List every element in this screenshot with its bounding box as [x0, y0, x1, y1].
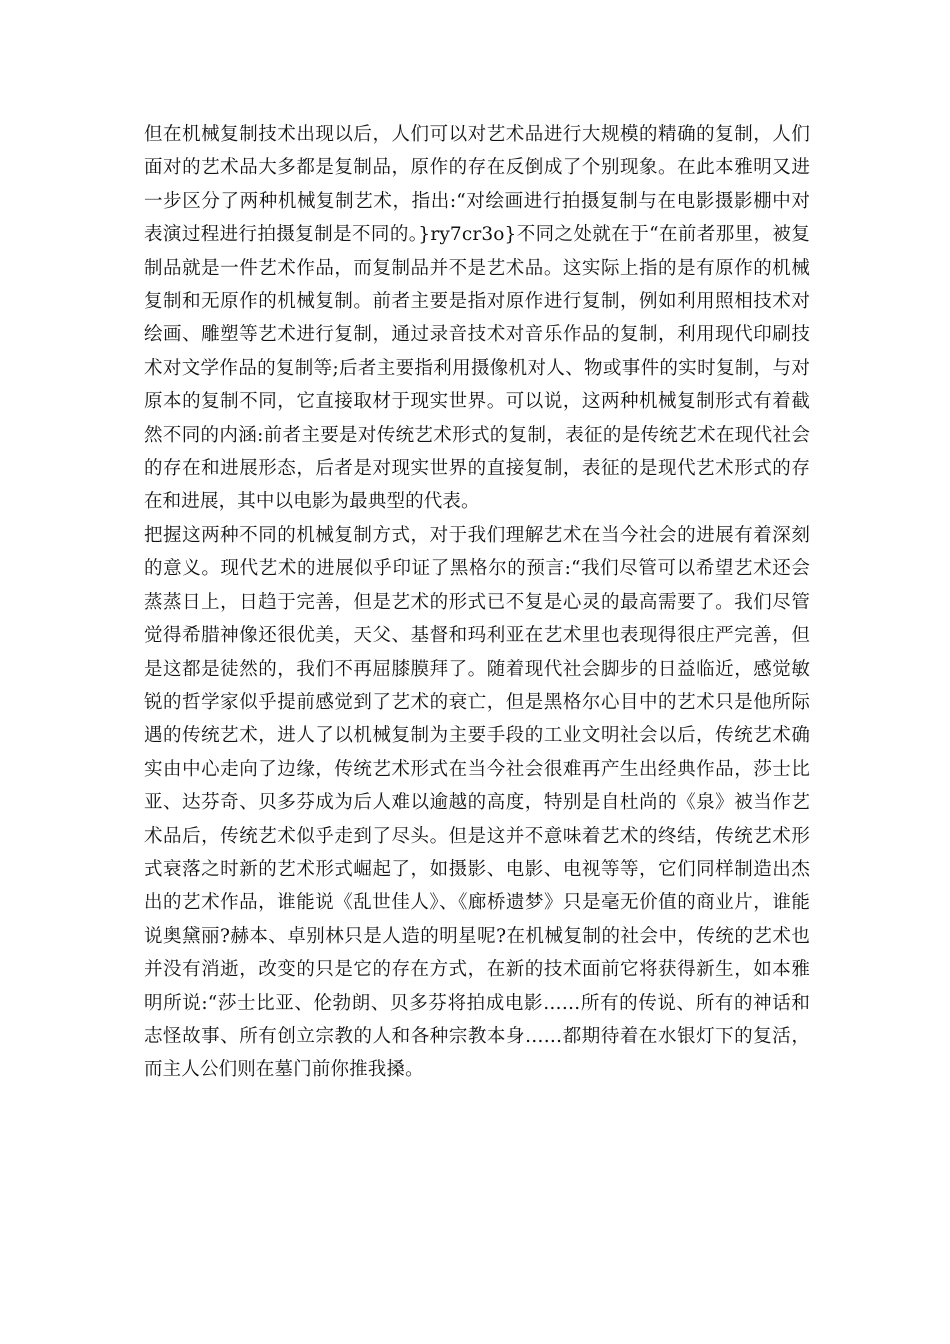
document-body: [144, 118, 810, 1087]
paragraph-mechanical-reproduction: 但在机械复制技术出现以后，人们可以对艺术品进行大规模的精确的复制，人们面对的艺术品大多都是复制品，原作的存在反倒成了个别现象。在此本雅明又进一步区分了两种机械复制艺术，指出:“对绘画进行拍摄复制与在电影摄影棚中对表演过程进行拍摄复制是不同的。}ry7cr3o}不同之处就在于“在前者那里，被复制品就是一件艺术作品，而复制品并不是艺术品。这实际上指的是有原作的机械复制和无原作的机械复制。前者主要是指对原作进行复制，例如利用照相技术对绘画、雕塑等艺术进行复制，通过录音技术对音乐作品的复制，利用现代印刷技术对文学作品的复制等;后者主要指利用摄像机对人、物或事件的实时复制，与对原本的复制不同，它直接取材于现实世界。可以说，这两种机械复制形式有着截然不同的内涵:前者主要是对传统艺术形式的复制，表征的是传统艺术在现代社会的存在和进展形态，后者是对现实世界的直接复制，表征的是现代艺术形式的存在和进展，其中以电影为最典型的代表。: [144, 124, 810, 513]
paragraph-art-in-modern-society: 把握这两种不同的机械复制方式，对于我们理解艺术在当今社会的进展有着深刻的意义。现代艺术的进展似乎印证了黑格尔的预言:“我们尽管可以希望艺术还会蒸蒸日上，日趋于完善，但是艺术的形式已不复是心灵的最高需要了。我们尽管觉得希腊神像还很优美，天父、基督和玛利亚在艺术里也表现得很庄严完善，但是这都是徒然的，我们不再屈膝膜拜了。随着现代社会脚步的日益临近，感觉敏锐的哲学家似乎提前感觉到了艺术的衰亡，但是黑格尔心目中的艺术只是他所际遇的传统艺术，进人了以机械复制为主要手段的工业文明社会以后，传统艺术确实由中心走向了边缘，传统艺术形式在当今社会很难再产生出经典作品，莎士比亚、达芬奇、贝多芬成为后人难以逾越的高度，特别是自杜尚的《泉》被当作艺术品后，传统艺术似乎走到了尽头。但是这并不意味着艺术的终结，传统艺术形式衰落之时新的艺术形式崛起了，如摄影、电影、电视等等，它们同样制造出杰出的艺术作品，谁能说《乱世佳人》、《廊桥遗梦》只是毫无价值的商业片，谁能说奥黛丽?赫本、卓别林只是人造的明星呢?在机械复制的社会中，传统的艺术也并没有消逝，改变的只是它的存在方式，在新的技术面前它将获得新生，如本雅明所说:“莎士比亚、伦勃朗、贝多芬将拍成电影……所有的传说、所有的神话和志怪故事、所有创立宗教的人和各种宗教本身……都期待着在水银灯下的复活，而主人公们则在墓门前你推我搡。: [144, 524, 810, 1081]
